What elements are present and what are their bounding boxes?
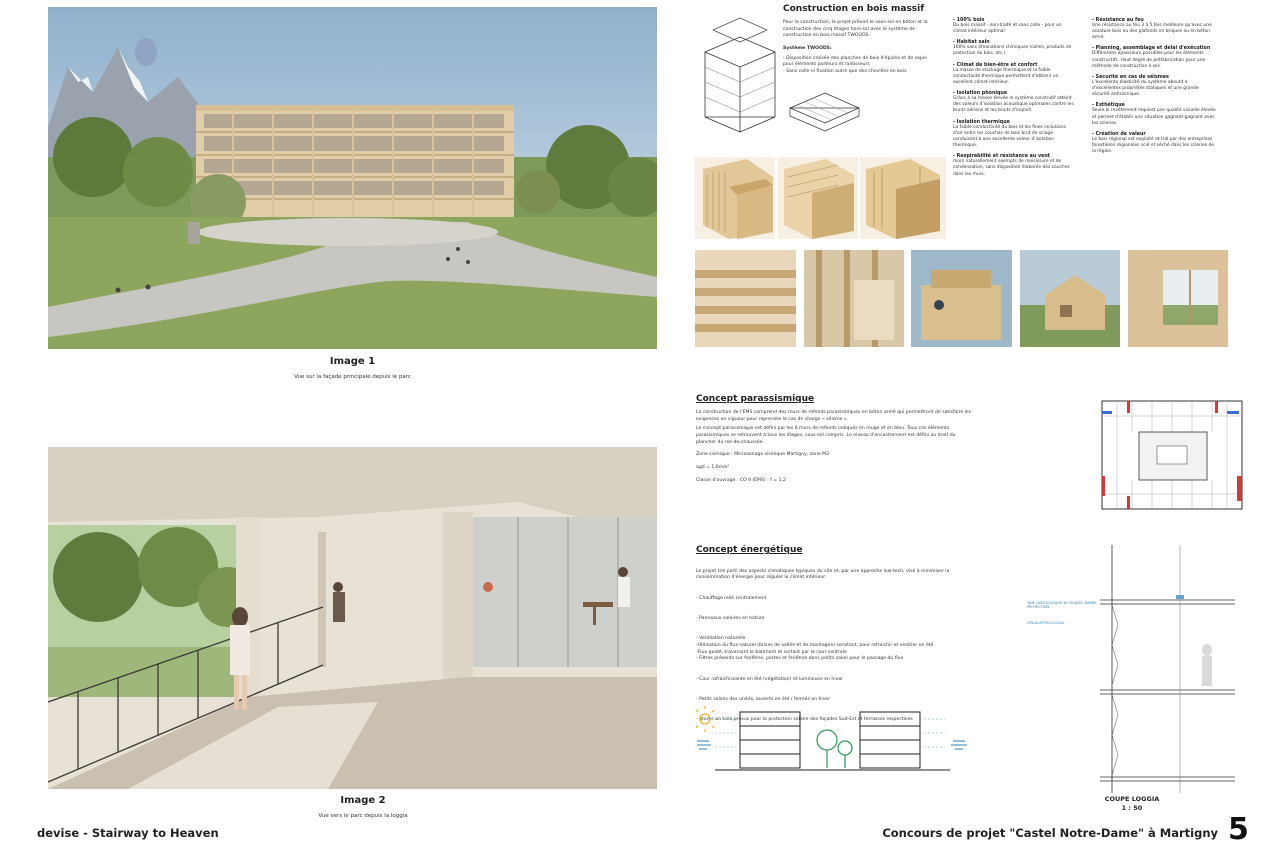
system-item: - Disposition croisée des planches de bois d'épicéa et de sapin pour éléments porteurs et raidisseurs — [783, 55, 928, 68]
construction-features-col1 — [953, 18, 1075, 183]
render-image-2 — [48, 447, 657, 789]
parasismique-text — [696, 410, 974, 487]
photo-interior — [1128, 250, 1228, 347]
energetique-paragraph: - Chauffage relié centralement — [696, 595, 767, 601]
feature-title: - Isolation thermique — [953, 119, 1010, 125]
image-1-title: Image 1 — [329, 356, 376, 367]
feature-text: Seule le revêtement requiert une qualité visuelle élevée et permet d'établir une situation gagnant-gagnant avec les scieries. — [1092, 108, 1216, 126]
feature-title: - Habitat sain — [953, 40, 990, 46]
photo-wall-section — [804, 250, 904, 347]
feature-title: - Résistance au feu — [1092, 18, 1144, 23]
parasismique-paragraph: Le concept parasismique est défini par les 6 murs de refends indiqués en rouge et en bleu. Tous ces éléments parasismiques se retrouvent à tous les étages, sous-sol compris. Le niveau d'encastrement est défini au droit du plancher du rez-de-chaussée. — [696, 426, 956, 445]
photo-timber-stack — [695, 250, 796, 347]
feature-text: Différentes épaisseurs possibles pour les éléments constructifs. Haut degré de préfabrication pour une méthode de construction à sec. — [1092, 51, 1206, 69]
feature-title: - Respirabilité et résistance au vent — [953, 154, 1051, 160]
image-1-caption: Vue sur la façade principale depuis le parc — [294, 374, 411, 380]
render-image-1 — [48, 7, 657, 349]
twoods-axonometry-drawing — [695, 12, 785, 142]
construction-features-col2 — [1092, 18, 1216, 160]
loggia-section-drawing — [1100, 545, 1235, 793]
loggia-annotation-2: CIRCULATION LOGGIA — [1027, 621, 1064, 625]
loggia-annotation-1: VIDE HODOLOGIQUE 30 CM AVEC BARRE PROTECTION — [1027, 601, 1097, 609]
wall-detail-3 — [860, 157, 946, 239]
seismic-floor-plan — [1097, 396, 1247, 516]
feature-text: Du bois massif - non-traité et sans colle - pour un climat intérieur optimal — [953, 23, 1062, 35]
construction-intro-text: Pour la construction, le projet prévoit le sous-sol en béton et la construction des cinq étages hors-sol avec le système de construction en bois massif TWOODS. — [783, 20, 928, 39]
wall-detail-2 — [778, 157, 858, 239]
energetique-paragraph: - Cour rafraichissante en été (végétation) et lumineuse en hiver — [696, 676, 844, 682]
feature-text: 100% sans émanations chimiques (colles, produits de protection du bois, etc.) — [953, 45, 1072, 57]
feature-title: - Planning, assemblage et délai d'exécution — [1092, 46, 1211, 52]
system-label: Système TWOODS: — [783, 45, 832, 51]
feature-text: L'excellente élasticité du système aboutit à d'excellentes propriétés statiques et une grande sécurité antisismique. — [1092, 79, 1199, 98]
coupe-title: COUPE LOGGIA — [1104, 795, 1160, 803]
image-2-title: Image 2 — [340, 795, 386, 806]
parasismique-paragraph: La construction de l'EMS comprend des murs de refends parasismiques en béton armé qui permettront de satisfaire les exigences en vigueur pour reprendre le cas de charge « séisme ». — [696, 410, 972, 422]
energy-section-diagram — [695, 704, 970, 784]
parasismique-paragraph: Zone sismique : Microzonage sismique Martigny, zone M3 — [696, 452, 830, 458]
feature-text: Grâce à sa masse élevée le système construtif atteint des valeurs d'isolation acoustique optimales contre les bruits aériens et les bruits d'impact. — [953, 96, 1074, 114]
feature-title: - Création de valeur — [1092, 131, 1146, 137]
construction-intro — [783, 20, 935, 76]
coupe-scale: 1 : 50 — [1121, 804, 1143, 812]
energetique-paragraph: - Ventilation naturelle -Utilisation du flux naturel (brises de vallée et de montagne) constant, pour refraichir et ventiler en été -Flux guidé, traversant le batiment et sortant par la cour centrale - Filtres présents sur fenêtres, portes et fenêtres dans petits salon pour le passage du flux — [696, 636, 934, 662]
feature-title: - Climat de bien-être et confort — [953, 62, 1038, 68]
feature-text: Une résistance au feu 3 à 5 fois meilleure qu'avec une ossature bois ou des plafonds en briques ou en béton armé. — [1092, 23, 1212, 41]
parasismique-paragraph: Classe d'ouvrage : CO II (EMS) : f = 1,2 — [696, 477, 786, 483]
feature-title: - 100% bois — [953, 18, 985, 23]
energetique-paragraph: Le projet tire parti des aspects climatiques typiques du site et, par une approche low-tech, visé à minimiser la consommation d'énergie pour réguler le climat intérieur: — [696, 568, 950, 581]
feature-text: La masse de stockage thermique et la faible conductivité thermique permettent d'obtenir un excellent climat intérieur. — [953, 67, 1059, 85]
feature-title: - Esthétique — [1092, 103, 1125, 109]
sun-icon — [695, 706, 718, 732]
construction-title: Construction en bois massif — [783, 4, 925, 14]
system-item: - Sans colle ni fixation autre que des chevilles en bois — [783, 68, 907, 74]
parasismique-paragraph: agd = 1,6m/s² — [696, 464, 729, 470]
parasismique-title: Concept parassismique — [696, 394, 815, 404]
footer-project-title: Concours de projet "Castel Notre-Dame" à Martigny — [882, 826, 1218, 840]
footer-devise: devise - Stairway to Heaven — [37, 826, 219, 840]
photo-construction-site — [1020, 250, 1120, 347]
page-number: 5 — [1228, 812, 1249, 847]
twoods-slab-drawing — [785, 88, 863, 133]
energetique-paragraph: - Stores en toile prévus pour la protection solaire des façades Sud-Est et terrasses respectives — [696, 717, 913, 723]
feature-text: murs naturellement exempts de moisissure et de condensation, sans disposition élaborée des couches dans les murs. — [953, 159, 1070, 177]
image-2-caption: Vue vers le parc depuis la loggia — [318, 813, 408, 819]
feature-text: La faible conductivité du bois et les fines inclusions d'air entre les couches de bois brut de sciage conduisent à une excellente valeur d'isolation thermique. — [953, 124, 1066, 149]
photo-assembly — [911, 250, 1012, 347]
feature-title: - Sécurité en cas de séismes — [1092, 74, 1169, 80]
energetique-title: Concept énergétique — [696, 545, 803, 555]
feature-text: Le bois régional est exploité et trié par des entreprises forestières régionales scié et séché dans les scieries de la région. — [1092, 136, 1215, 155]
energetique-paragraph: - Petits salons des unités, ouverts en été / fermés en hiver — [696, 696, 831, 702]
energetique-paragraph: - Panneaux solaires en toiture — [696, 615, 765, 621]
feature-title: - Isolation phonique — [953, 91, 1008, 97]
